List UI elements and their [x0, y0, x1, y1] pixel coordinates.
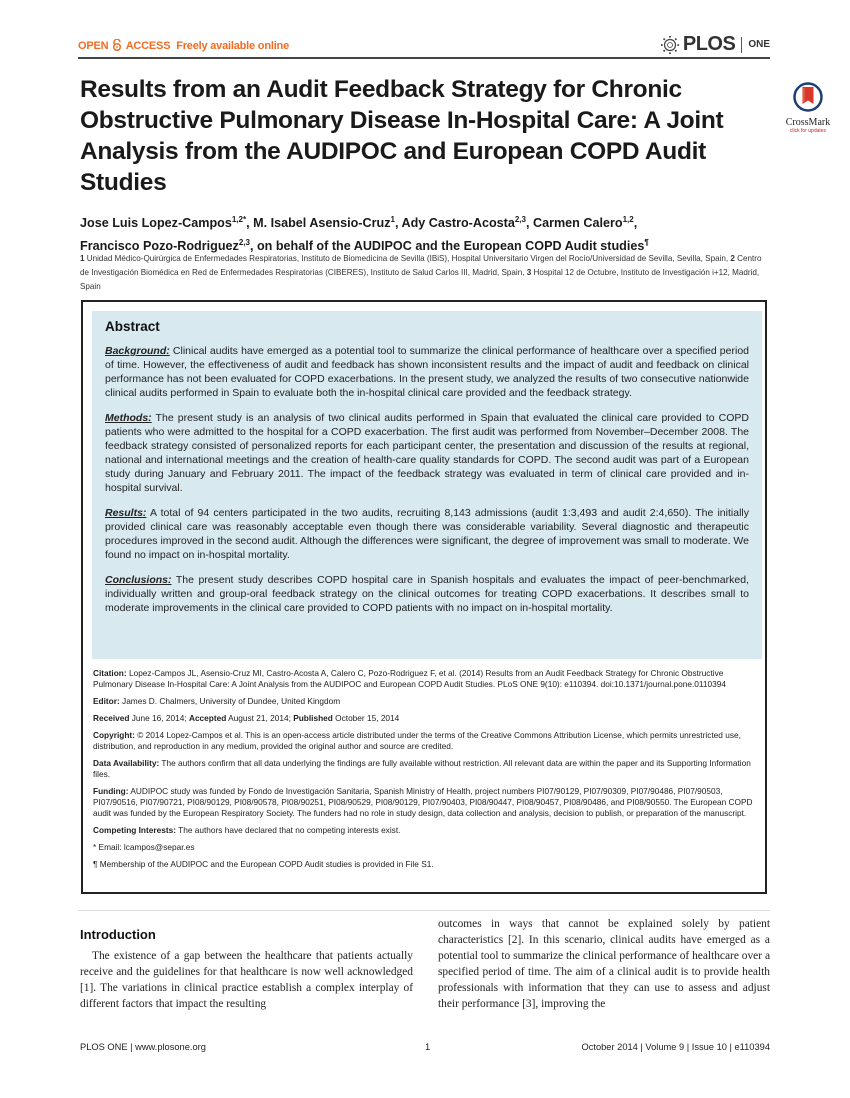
membership-note: ¶ Membership of the AUDIPOC and the European COPD Audit studies is provided in File S1. — [93, 859, 434, 869]
editor: Editor: James D. Chalmers, University of Dundee, United Kingdom — [93, 696, 341, 706]
header-rule — [78, 57, 770, 59]
copyright: Copyright: © 2014 Lopez-Campos et al. This is an open-access article distributed under the terms of the Creative Commons Attribution License, which permits unrestricted use, distribution, and reproduction in any medium, provided the original author and source are credited. — [93, 730, 741, 751]
corresponding-email[interactable]: * Email: lcampos@separ.es — [93, 842, 195, 852]
data-availability: Data Availability: The authors confirm that all data underlying the findings are fully available without restriction. All relevant data are within the paper and its Supporting Information files. — [93, 758, 751, 779]
abstract-conclusions: Conclusions: The present study describes COPD hospital care in Spanish hospitals and evaluates the impact of peer-benchmarked, individually written and group-oral feedback strategy on the clinical outcomes for treating COPD exacerbations. It describes small to moderate improvements in the clinical care provided to COPD patients with no impact on in-hospital mortality. — [105, 574, 749, 614]
author: Ady Castro-Acosta$^{2,3}$ — [401, 215, 526, 231]
plos-one-logo: PLOS ONE — [660, 33, 770, 56]
abstract-heading: Abstract — [105, 319, 160, 334]
affiliations: 1 Unidad Médico-Quirúrgica de Enfermedades Respiratorias, Instituto de Biomedicina de Sevilla (IBiS), Hospital Universitario Virgen del Rocío/Universidad de Sevilla, Sevilla, Spain, 2 Centro de Investigación Biomédica en Red de Enfermedades Respiratorias (CIBERES), Instituto de Salud Carlos III, Madrid, Spain, 3 Hospital 12 de Octubre, Instituto de Investigación i+12, Madrid, Spain — [80, 254, 762, 291]
citation: Citation: Lopez-Campos JL, Asensio-Cruz MI, Castro-Acosta A, Calero C, Pozo-Rodriguez F, et al. (2014) Results from an Audit Feedback Strategy for Chronic Obstructive Pulmonary Disease In-Hospital Care: A Joint Analysis from the AUDIPOC and European COPD Audit Studies. PLoS ONE 9(10): e110394. doi:10.1371/journal.pone.0110394 — [93, 668, 726, 689]
page-number: 1 — [425, 1042, 431, 1052]
open-lock-icon — [112, 39, 122, 51]
author: Francisco Pozo-Rodriguez$^{2,3}$ — [80, 238, 250, 254]
logo-divider — [741, 37, 742, 53]
introduction-right-column: outcomes in ways that cannot be explained solely by patient characteristics [2]. In this scenario, clinical audits have emerged as a potential tool to summarize the clinical performance of healthcare over a specified period of time. The aim of a clinical audit is to provide health professionals with information that they can use to assess and adjust their performance [3], improving the — [438, 918, 770, 1010]
abstract-background: Background: Clinical audits have emerged as a potential tool to summarize the clinical performance of healthcare over a specified period of time. However, the effectiveness of audit and feedback has shown inconsistent results and the impact of audit and feedback on clinical performance has not been evaluated for COPD exacerbations. In the present study, we analyzed the results of two consecutive nationwide clinical audits performed in Spain to evaluate both the in-hospital clinical care provided and the feedback strategy. — [105, 345, 749, 399]
footer-issue: October 2014 | Volume 9 | Issue 10 | e110394 — [581, 1042, 770, 1052]
abstract-methods: Methods: The present study is an analysis of two clinical audits performed in Spain that evaluated the clinical care provided to COPD patients who were admitted to the hospital for a COPD exacerbation. The first audit was performed from November–December 2008. The feedback strategy consisted of personalized reports for each participant center, the presentation and discussion of the results at regional, national and international meetings and the creation of health-care quality standards for COPD. The second audit was part of a European study during January and February 2011. The impact of the feedback strategy was evaluated in term of clinical care provided and in-hospital survival. — [105, 412, 749, 494]
footer-journal: PLOS ONE | www.plosone.org — [80, 1042, 206, 1052]
section-divider — [78, 910, 770, 911]
article-metadata — [93, 668, 761, 876]
introduction-heading: Introduction — [80, 927, 156, 942]
article-title: Results from an Audit Feedback Strategy for Chronic Obstructive Pulmonary Disease In-Hospital Care: A Joint Analysis from the AUDIPOC and European COPD Audit Studies — [80, 76, 724, 196]
funding: Funding: AUDIPOC study was funded by Fondo de Investigación Sanitaria, Spanish Ministry of Health, project numbers PI07/90129, PI07/90309, PI07/90486, PI07/90503, PI07/90516, PI07/90721, PI08/90129, PI08/90578, PI08/90251, PI08/90529, PI08/90129, PI07/90403, PI08/90447, PI08/90457, PI08/90486, and PI08/90550. The European COPD audit was funded by the European Respiratory Society. The funders had no role in study design, data collection and analysis, decision to publish, or preparation of the manuscript. — [93, 786, 753, 818]
abstract-panel — [92, 311, 762, 659]
dates: Received June 16, 2014; Accepted August 21, 2014; Published October 15, 2014 — [93, 713, 400, 723]
author: M. Isabel Asensio-Cruz$^1$ — [253, 215, 395, 231]
author: Jose Luis Lopez-Campos$^{1,2*}$ — [80, 215, 247, 231]
author: Carmen Calero$^{1,2}$ — [532, 215, 634, 231]
abstract-results: Results: A total of 94 centers participated in the two audits, recruiting 8,143 admissions (audit 1:3,493 and audit 2:4,650). The initially provided clinical care was reasonably acceptable even though there was considerable variability. Several diagnostic and therapeutic procedures improved in the second audit. Although the differences were significant, the degree of improvement was small to moderate. We found no impact on in-hospital mortality. — [105, 507, 749, 561]
journal-header — [78, 33, 770, 57]
plos-sun-icon — [660, 35, 680, 55]
crossmark-badge[interactable]: CrossMark click for updates — [783, 82, 833, 134]
introduction-left-column: The existence of a gap between the healthcare that patients actually receive and the guidelines for that healthcare is now well acknowledged [1]. The variations in clinical practice establish a complex interplay of different factors that impact the resulting — [80, 950, 413, 1010]
open-access-badge: OPEN ACCESS Freely available online — [78, 40, 289, 52]
author-list: Jose Luis Lopez-Campos$^{1,2*}$, M. Isabel Asensio-Cruz$^1$, Ady Castro-Acosta$^{2,3}$, Carmen Calero$^{1,2}$, Francisco Pozo-Rodriguez$^{2,3}$, on behalf of the AUDIPOC and the European COPD Audit studies¶ — [80, 215, 649, 254]
competing-interests: Competing Interests: The authors have declared that no competing interests exist. — [93, 825, 401, 835]
crossmark-icon — [793, 82, 823, 112]
